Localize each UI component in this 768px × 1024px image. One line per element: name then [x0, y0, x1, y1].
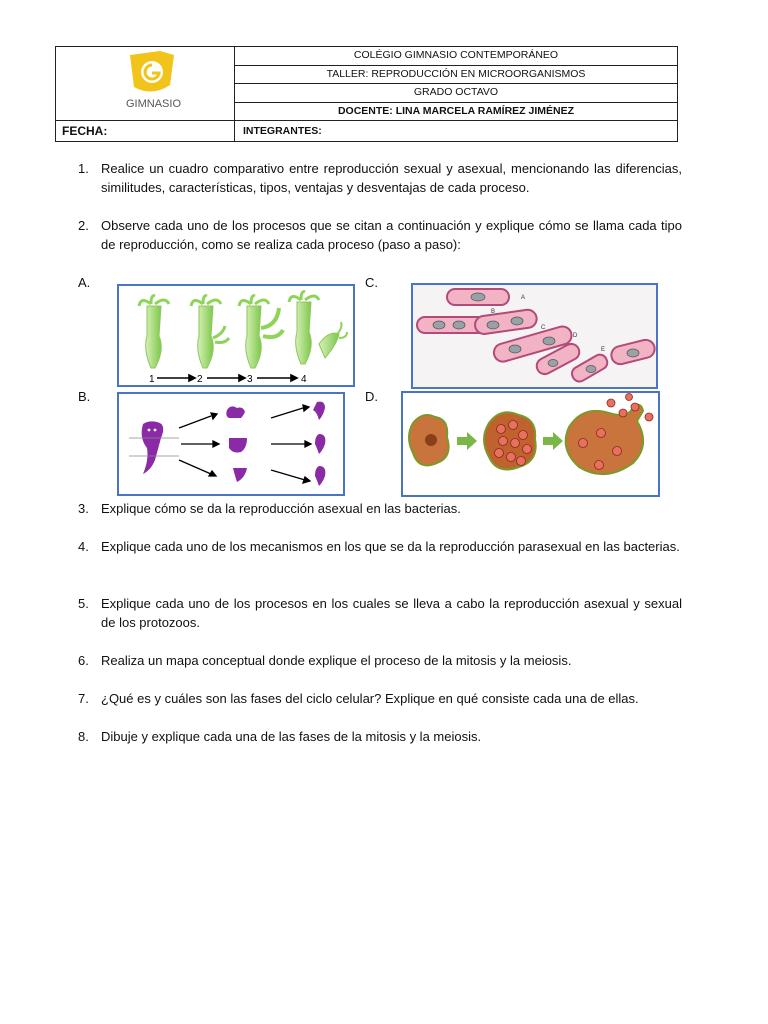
- figure-a-label: A.: [78, 275, 91, 290]
- question-number: 4.: [78, 539, 89, 554]
- question-text: Realiza un mapa conceptual donde explique el proceso de la mitosis y la meiosis.: [101, 653, 572, 668]
- figure-d-multiple-fission: [401, 391, 660, 497]
- question-number: 2.: [78, 218, 89, 233]
- question-8: [78, 727, 682, 746]
- stage-letter: E: [601, 347, 606, 353]
- teacher: DOCENTE: LINA MARCELA RAMÍREZ JIMÉNEZ: [235, 102, 678, 121]
- figure-c-label: C.: [365, 275, 378, 290]
- grade: GRADO OCTAVO: [235, 84, 678, 103]
- question-2: [78, 216, 682, 254]
- question-number: 3.: [78, 501, 89, 516]
- stage-letter: D: [573, 333, 578, 339]
- figure-d-label: D.: [365, 389, 378, 404]
- stage-letter: A: [521, 295, 526, 301]
- hydra-budding-illustration: [119, 286, 353, 385]
- figure-c-bacterial-fission: [411, 283, 658, 389]
- figure-b-label: B.: [78, 389, 91, 404]
- question-number: 1.: [78, 161, 89, 176]
- school-name: COLÉGIO GIMNASIO CONTEMPORÁNEO: [235, 47, 678, 66]
- question-3: [78, 499, 682, 518]
- question-text: Observe cada uno de los procesos que se citan a continuación y explique cómo se llama cada tipo de reproducción, como se realiza cada proceso (paso a paso):: [101, 218, 682, 252]
- question-6: [78, 651, 682, 670]
- question-text: Dibuje y explique cada una de las fases de la mitosis y la meiosis.: [101, 729, 482, 744]
- question-text: Realice un cuadro comparativo entre reproducción sexual y asexual, mencionando las diferencias, similitudes, características, tipos, ventajas y desventajas de cada proceso.: [101, 161, 682, 195]
- figure-b-planaria-fragmentation: [117, 392, 345, 496]
- step-label: 3: [247, 374, 253, 385]
- figure-a-hydra-budding: [117, 284, 355, 387]
- step-label: 1: [149, 374, 155, 385]
- question-5: [78, 594, 682, 632]
- stage-letter: B: [491, 309, 496, 315]
- question-text: Explique cómo se da la reproducción asexual en las bacterias.: [101, 501, 461, 516]
- date-label: FECHA:: [56, 121, 235, 142]
- question-7: [78, 689, 682, 708]
- question-number: 6.: [78, 653, 89, 668]
- question-number: 8.: [78, 729, 89, 744]
- workshop-title: TALLER: REPRODUCCIÓN EN MICROORGANISMOS: [235, 65, 678, 84]
- planaria-illustration: [119, 394, 343, 494]
- school-logo: [56, 47, 234, 117]
- multiple-fission-illustration: [403, 393, 658, 495]
- question-text: ¿Qué es y cuáles son las fases del ciclo celular? Explique en qué consiste cada una de ellas.: [101, 691, 639, 706]
- question-text: Explique cada uno de los procesos en los cuales se lleva a cabo la reproducción asexual y sexual de los protozoos.: [101, 596, 682, 630]
- logo-text: GIMNASIO: [126, 98, 182, 110]
- question-4: [78, 537, 682, 556]
- step-label: 2: [197, 374, 203, 385]
- stage-letter: C: [541, 325, 546, 331]
- members-label: INTEGRANTES:: [235, 121, 678, 142]
- question-1: [78, 159, 682, 197]
- question-number: 5.: [78, 596, 89, 611]
- bacteria-illustration: [413, 285, 656, 387]
- question-text: Explique cada uno de los mecanismos en los que se da la reproducción parasexual en las bacterias.: [101, 539, 680, 554]
- logo-cell: [56, 47, 235, 121]
- question-number: 7.: [78, 691, 89, 706]
- header-table: [55, 46, 678, 142]
- step-label: 4: [301, 374, 307, 385]
